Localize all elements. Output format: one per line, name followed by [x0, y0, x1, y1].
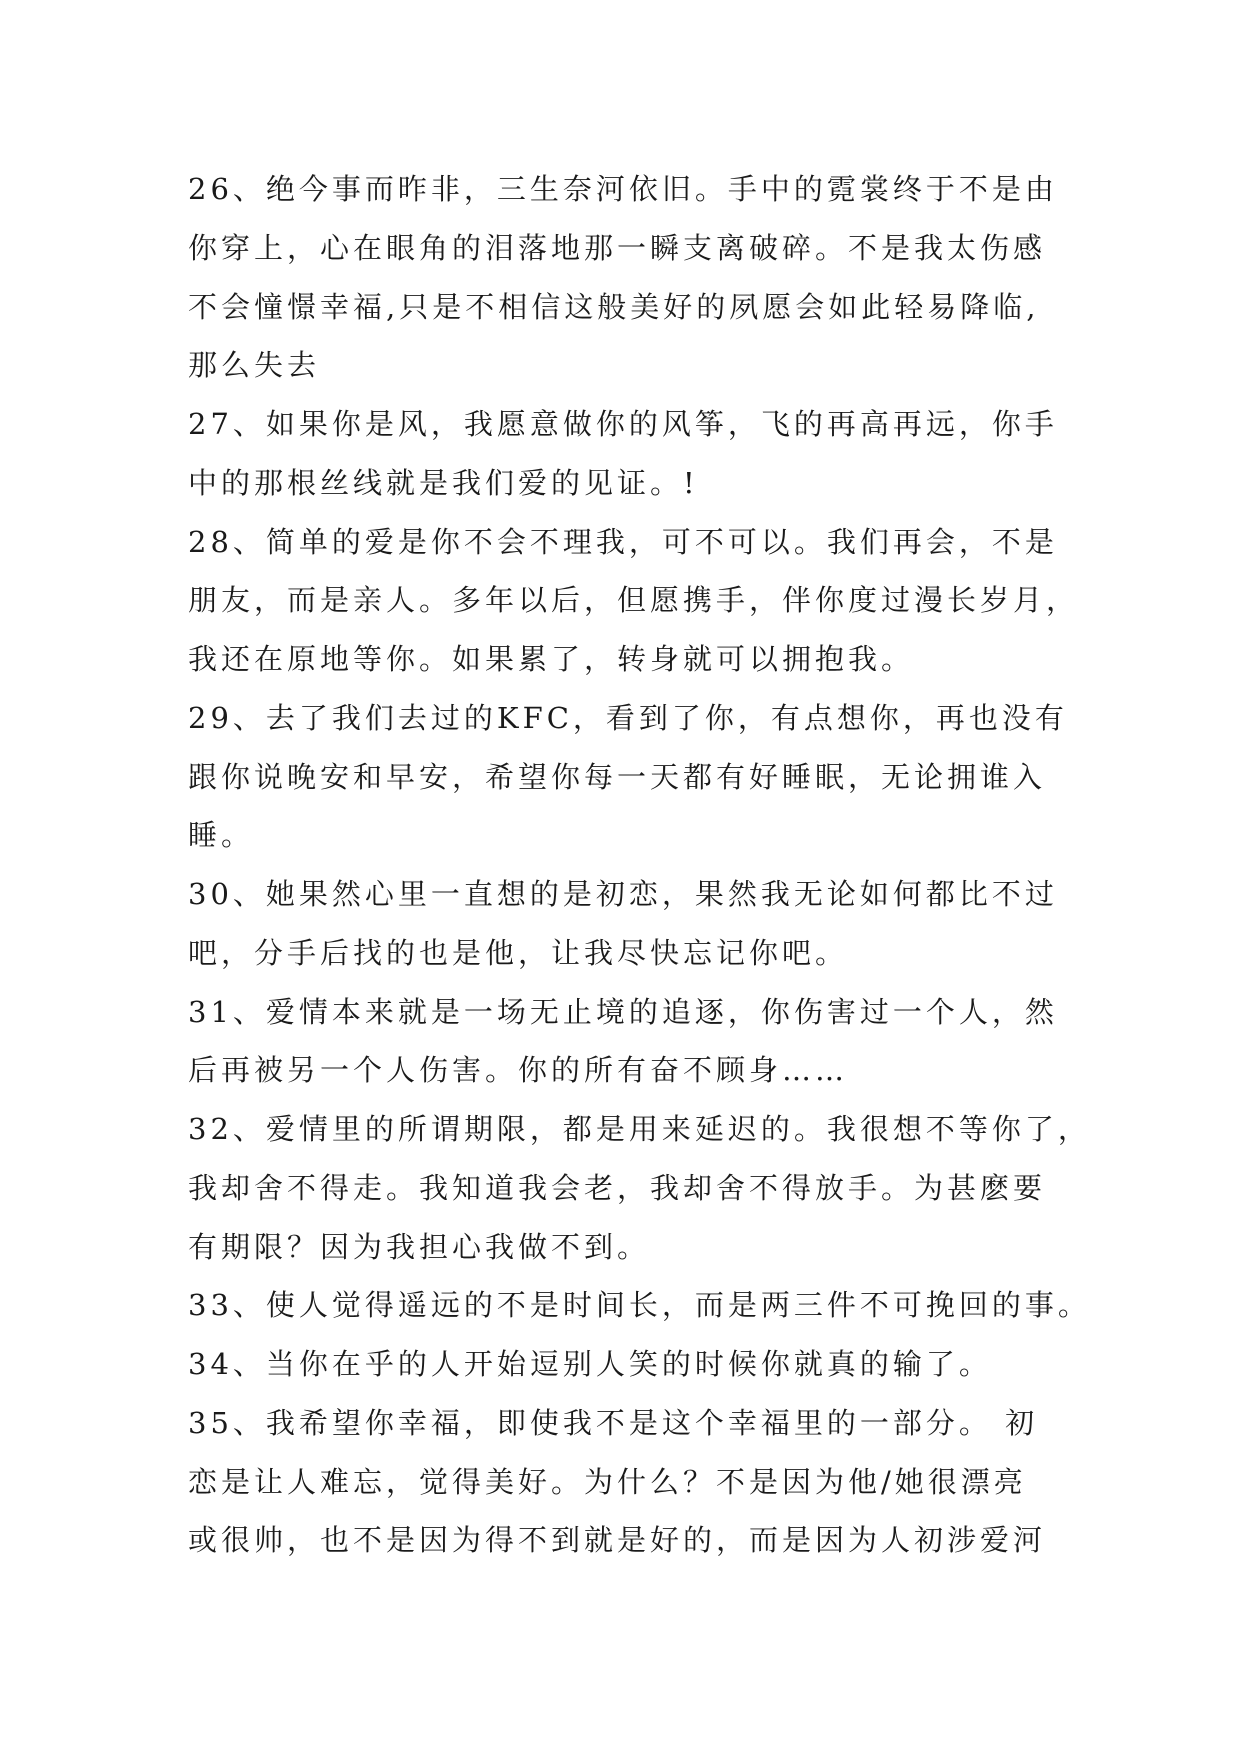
text-line: 27、如果你是风，我愿意做你的风筝，飞的再高再远，你手 — [188, 407, 1058, 441]
paragraph-28 — [188, 513, 1201, 689]
paragraph-27 — [188, 395, 1201, 513]
text-line: 那么失去 — [188, 348, 321, 383]
text-line: 30、她果然心里一直想的是初恋，果然我无论如何都比不过 — [188, 877, 1058, 911]
text-line: 有期限？因为我担心我做不到。 — [188, 1229, 651, 1264]
text-line: 28、简单的爱是你不会不理我，可不可以。我们再会，不是 — [188, 524, 1058, 559]
paragraph-31 — [188, 983, 1201, 1101]
paragraph-33 — [188, 1276, 1201, 1335]
text-line: 睡。 — [188, 818, 255, 853]
text-line: 中的那根丝线就是我们爱的见证。! — [188, 465, 699, 500]
text-line: 后再被另一个人伤害。你的所有奋不顾身…… — [188, 1053, 849, 1088]
text-line: 31、爱情本来就是一场无止境的追逐，你伤害过一个人，然 — [188, 994, 1058, 1029]
text-line: 26、绝今事而昨非，三生奈河依旧。手中的霓裳终于不是由 — [188, 172, 1058, 206]
text-line: 跟你说晚安和早安，希望你每一天都有好睡眠，无论拥谁入 — [188, 759, 1047, 794]
paragraph-34 — [188, 1335, 1201, 1394]
text-line: 34、当你在乎的人开始逗别人笑的时候你就真的输了。 — [188, 1347, 992, 1381]
text-line: 吧，分手后找的也是他，让我尽快忘记你吧。 — [188, 935, 849, 970]
text-line: 朋友，而是亲人。多年以后，但愿携手，伴你度过漫长岁月， — [188, 583, 1080, 618]
paragraph-35 — [188, 1394, 1201, 1570]
paragraph-29 — [188, 689, 1201, 865]
text-line: 我还在原地等你。如果累了，转身就可以拥抱我。 — [188, 642, 915, 676]
text-line: 或很帅，也不是因为得不到就是好的，而是因为人初涉爱河 — [188, 1523, 1047, 1558]
text-line: 33、使人觉得遥远的不是时间长，而是两三件不可挽回的事。 — [188, 1288, 1091, 1323]
text-line: 不会憧憬幸福,只是不相信这般美好的夙愿会如此轻易降临, — [188, 289, 1040, 324]
text-line: 恋是让人难忘，觉得美好。为什么？不是因为他/她很漂亮 — [188, 1464, 1027, 1499]
document-body — [188, 160, 1201, 1570]
paragraph-26 — [188, 160, 1201, 395]
text-line: 29、去了我们去过的KFC，看到了你，有点想你，再也没有 — [188, 700, 1068, 735]
paragraph-30 — [188, 865, 1201, 983]
text-line: 我却舍不得走。我知道我会老，我却舍不得放手。为甚麽要 — [188, 1170, 1047, 1205]
text-line: 32、爱情里的所谓期限，都是用来延迟的。我很想不等你了， — [188, 1112, 1091, 1146]
paragraph-32 — [188, 1100, 1201, 1276]
text-line: 35、我希望你幸福，即使我不是这个幸福里的一部分。 初 — [188, 1405, 1039, 1440]
text-line: 你穿上，心在眼角的泪落地那一瞬支离破碎。不是我太伤感 — [188, 230, 1047, 265]
